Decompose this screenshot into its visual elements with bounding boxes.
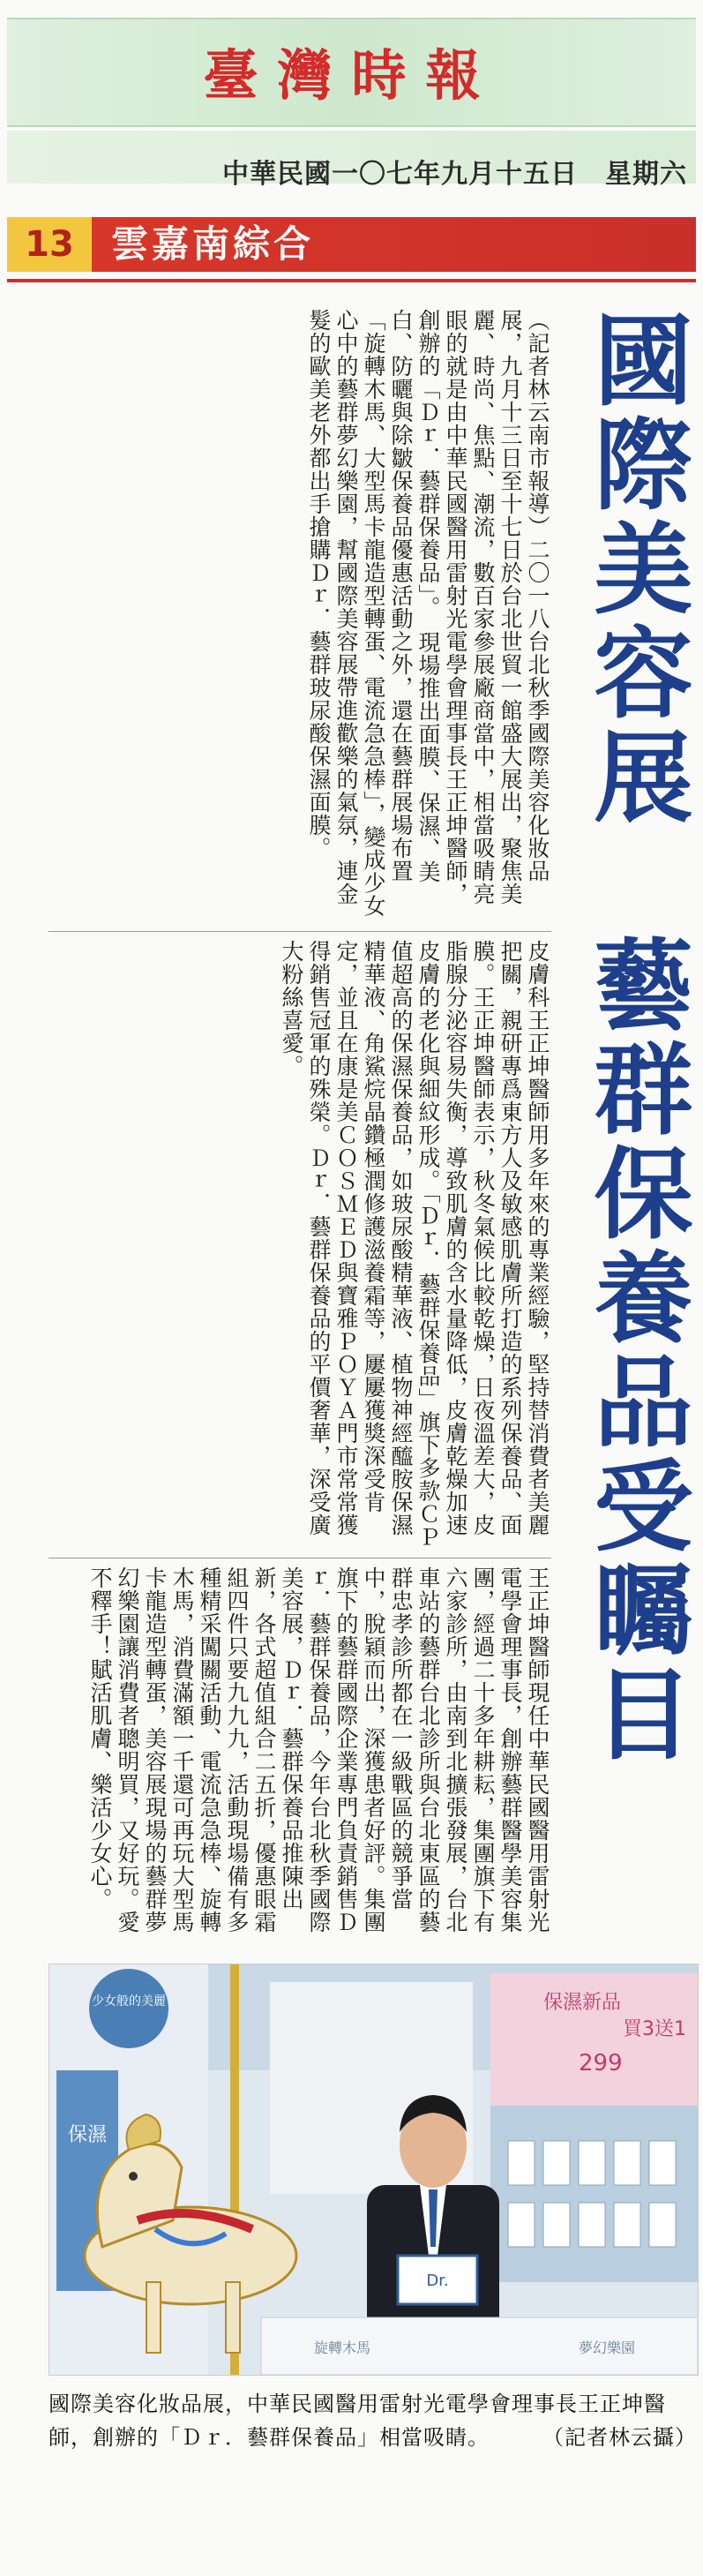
sign-right-price: 299	[579, 2050, 623, 2077]
article-body-block-1: （記者林云南市報導）二〇一八台北秋季國際美容化妝品展，九月十三日至十七日於台北世貿一館盛大展出，聚焦美麗、時尚、焦點、潮流，數百家參展廠商當中，相當吸睛亮眼的就是由中華民國醫用雷射光電學會理事長王正坤醫師，創辦的「Ｄｒ．藝群保養品」。 現場推出面膜、保濕、美白、防曬與除皺保養品優惠活動之外，還在藝群展場布置「旋轉木馬、大型馬卡龍造型轉蛋、電流急急棒」，變成少女心中的藝群夢幻樂園，幫國際美容展帶進歡樂的氣氛，連金髮的歐美老外都出手搶購Ｄｒ．藝群玻尿酸保濕面膜。	[306, 309, 550, 918]
article-headline: 國際美容展 藝群保養品受矚目	[578, 309, 692, 1767]
column-divider	[49, 931, 551, 932]
article-body-block-3: 王正坤醫師現任中華民國醫用雷射光電學會理事長，創辦藝群醫學美容集團，經過二十多年耕耘，集團旗下有六家診所，由南到北擴張發展，台北車站的藝群台北診所與台北東區的藝群忠孝診所都在一級戰區的競爭當中，脫穎而出，深獲患者好評。集團旗下的藝群國際企業專門負責銷售Ｄｒ．藝群保養品，今年台北秋季國際美容展，Ｄｒ．藝群保養品推陳出新，各式超值組合二五折，優惠眼霜組四件只要九九九，活動現場備有多種精采闖關活動、電流急急棒、旋轉木馬，消費滿額一千還可再玩大型馬卡龍造型轉蛋，美容展現場的藝群夢幻樂園讓消費者聰明買，又好玩。愛不釋手！賦活肌膚、樂活少女心。	[87, 1566, 550, 1934]
section-number: 13	[7, 217, 92, 272]
photo-credit: （記者林云攝）	[542, 2425, 697, 2450]
sign-side-text: 保濕	[67, 2124, 108, 2146]
sign-left-text: 少女般的美麗	[92, 1994, 166, 2009]
photo-caption	[49, 2387, 697, 2454]
sign-right-text-1: 保濕新品	[543, 1992, 622, 2014]
article-body-block-2: 皮膚科王正坤醫師用多年來的專業經驗，堅持替消費者美麗把關，親研專爲東方人及敏感肌膚所打造的系列保養品、面膜。王正坤醫師表示，秋冬氣候比較乾燥，日夜溫差大，皮脂腺分泌容易失衡，導致肌膚的含水量降低，皮膚乾燥加速皮膚的老化與細紋形成。「Ｄｒ．藝群保養品」旗下多款ＣＰ值超高的保濕保養品，如玻尿酸精華液、植物神經醯胺保濕精華液、角鯊烷晶鑽極潤修護滋養霜等，屢屢獲獎深受肯定，並且在康是美ＣＯＳＭＥＤ與寶雅ＰＯＹＡ門市常常獲得銷售冠軍的殊榮。Ｄｒ．藝群保養品的平價奢華，深受廣大粉絲喜愛。	[279, 940, 550, 1549]
section-name: 雲嘉南綜合	[111, 222, 315, 266]
caption-text: 國際美容化妝品展，中華民國醫用雷射光電學會理事長王正坤醫師，創辦的「Ｄｒ．藝群保養品」相當吸睛。	[49, 2392, 666, 2450]
article-photo	[49, 1964, 699, 2376]
section-bar	[7, 217, 696, 272]
ad-strip-2: 夢幻樂園	[579, 2339, 636, 2356]
masthead-banner	[7, 18, 696, 127]
product-box-label: Dr.	[426, 2272, 449, 2290]
sign-right-text-2: 買3送1	[623, 2018, 686, 2040]
issue-date: 中華民國一〇七年九月十五日 星期六	[222, 159, 687, 190]
newspaper-title: 臺灣時報	[203, 43, 500, 108]
ad-strip-1: 旋轉木馬	[314, 2339, 371, 2356]
section-divider	[7, 279, 696, 282]
